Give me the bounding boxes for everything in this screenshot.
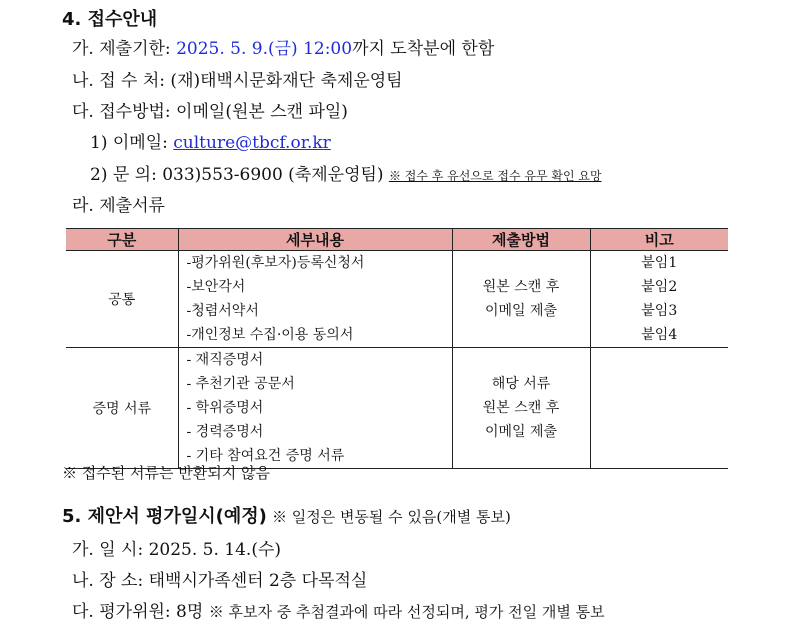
email-line (90, 128, 331, 153)
table-row (66, 251, 728, 348)
row-method (452, 348, 590, 469)
detail-item: - 경력증명서 (186, 424, 264, 440)
deadline-line (72, 34, 494, 59)
table-header-row (66, 229, 728, 251)
header-category: 구분 (66, 229, 178, 251)
section-5-title: 5. 제안서 평가일시(예정) (62, 506, 267, 527)
detail-item: - 기타 참여요건 증명 서류 (186, 448, 345, 464)
detail-item: - 학위증명서 (186, 400, 264, 416)
submission-table (66, 228, 728, 469)
deadline-value: 2025. 5. 9.(금) 12:00 (176, 39, 353, 59)
row-category: 공통 (66, 251, 178, 348)
eval-date-line: 가. 일 시: 2025. 5. 14.(수) (72, 540, 282, 560)
reception-line: 나. 접 수 처: (재)태백시문화재단 축제운영팀 (72, 71, 403, 91)
row-method (452, 251, 590, 348)
detail-item: -청렴서약서 (186, 303, 259, 319)
row-details (178, 348, 452, 469)
method-item: 원본 스캔 후 (482, 400, 560, 416)
method-item: 원본 스캔 후 (482, 279, 560, 295)
email-link[interactable]: culture@tbcf.or.kr (173, 133, 331, 153)
detail-item: -보안각서 (186, 279, 246, 295)
note-item: 붙임3 (641, 303, 678, 319)
header-notes: 비고 (590, 229, 728, 251)
note-item: 붙임2 (641, 279, 678, 295)
eval-members-note: ※ 후보자 중 추첨결과에 따라 선정되며, 평가 전일 개별 통보 (208, 603, 605, 621)
row-notes (590, 348, 728, 469)
note-item: 붙임4 (641, 327, 678, 343)
method-item: 이메일 제출 (484, 424, 558, 440)
eval-members-label: 다. 평가위원: 8명 (72, 602, 204, 622)
eval-place-line: 나. 장 소: 태백시가족센터 2층 다목적실 (72, 571, 368, 591)
row-details (178, 251, 452, 348)
deadline-label: 가. 제출기한: (72, 39, 171, 59)
documents-line: 라. 제출서류 (72, 196, 165, 216)
note-item: 붙임1 (641, 255, 678, 271)
method-item: 해당 서류 (491, 376, 551, 392)
detail-item: -개인정보 수집·이용 동의서 (186, 327, 354, 343)
table-note: ※ 접수된 서류는 반환되지 않음 (62, 464, 270, 482)
section-5-heading (62, 502, 511, 528)
detail-item: -평가위원(후보자)등록신청서 (186, 255, 365, 271)
header-details: 세부내용 (178, 229, 452, 251)
method-item: 이메일 제출 (484, 303, 558, 319)
section-4-title: 4. 접수안내 (62, 9, 158, 30)
deadline-rest: 까지 도착분에 한함 (352, 39, 495, 59)
detail-item: - 추천기관 공문서 (186, 376, 295, 392)
row-category: 증명 서류 (66, 348, 178, 469)
method-line: 다. 접수방법: 이메일(원본 스캔 파일) (72, 102, 348, 122)
detail-item: - 재직증명서 (186, 352, 264, 368)
row-notes (590, 251, 728, 348)
email-label: 1) 이메일: (90, 133, 168, 153)
eval-members-line (72, 597, 605, 622)
inquiry-label: 2) 문 의: 033)553-6900 (축제운영팀) (90, 165, 384, 185)
inquiry-line (90, 160, 602, 185)
table-row (66, 348, 728, 469)
inquiry-note: ※ 접수 후 유선으로 접수 유무 확인 요망 (388, 169, 602, 183)
section-5-note: ※ 일정은 변동될 수 있음(개별 통보) (271, 508, 511, 526)
header-method: 제출방법 (452, 229, 590, 251)
